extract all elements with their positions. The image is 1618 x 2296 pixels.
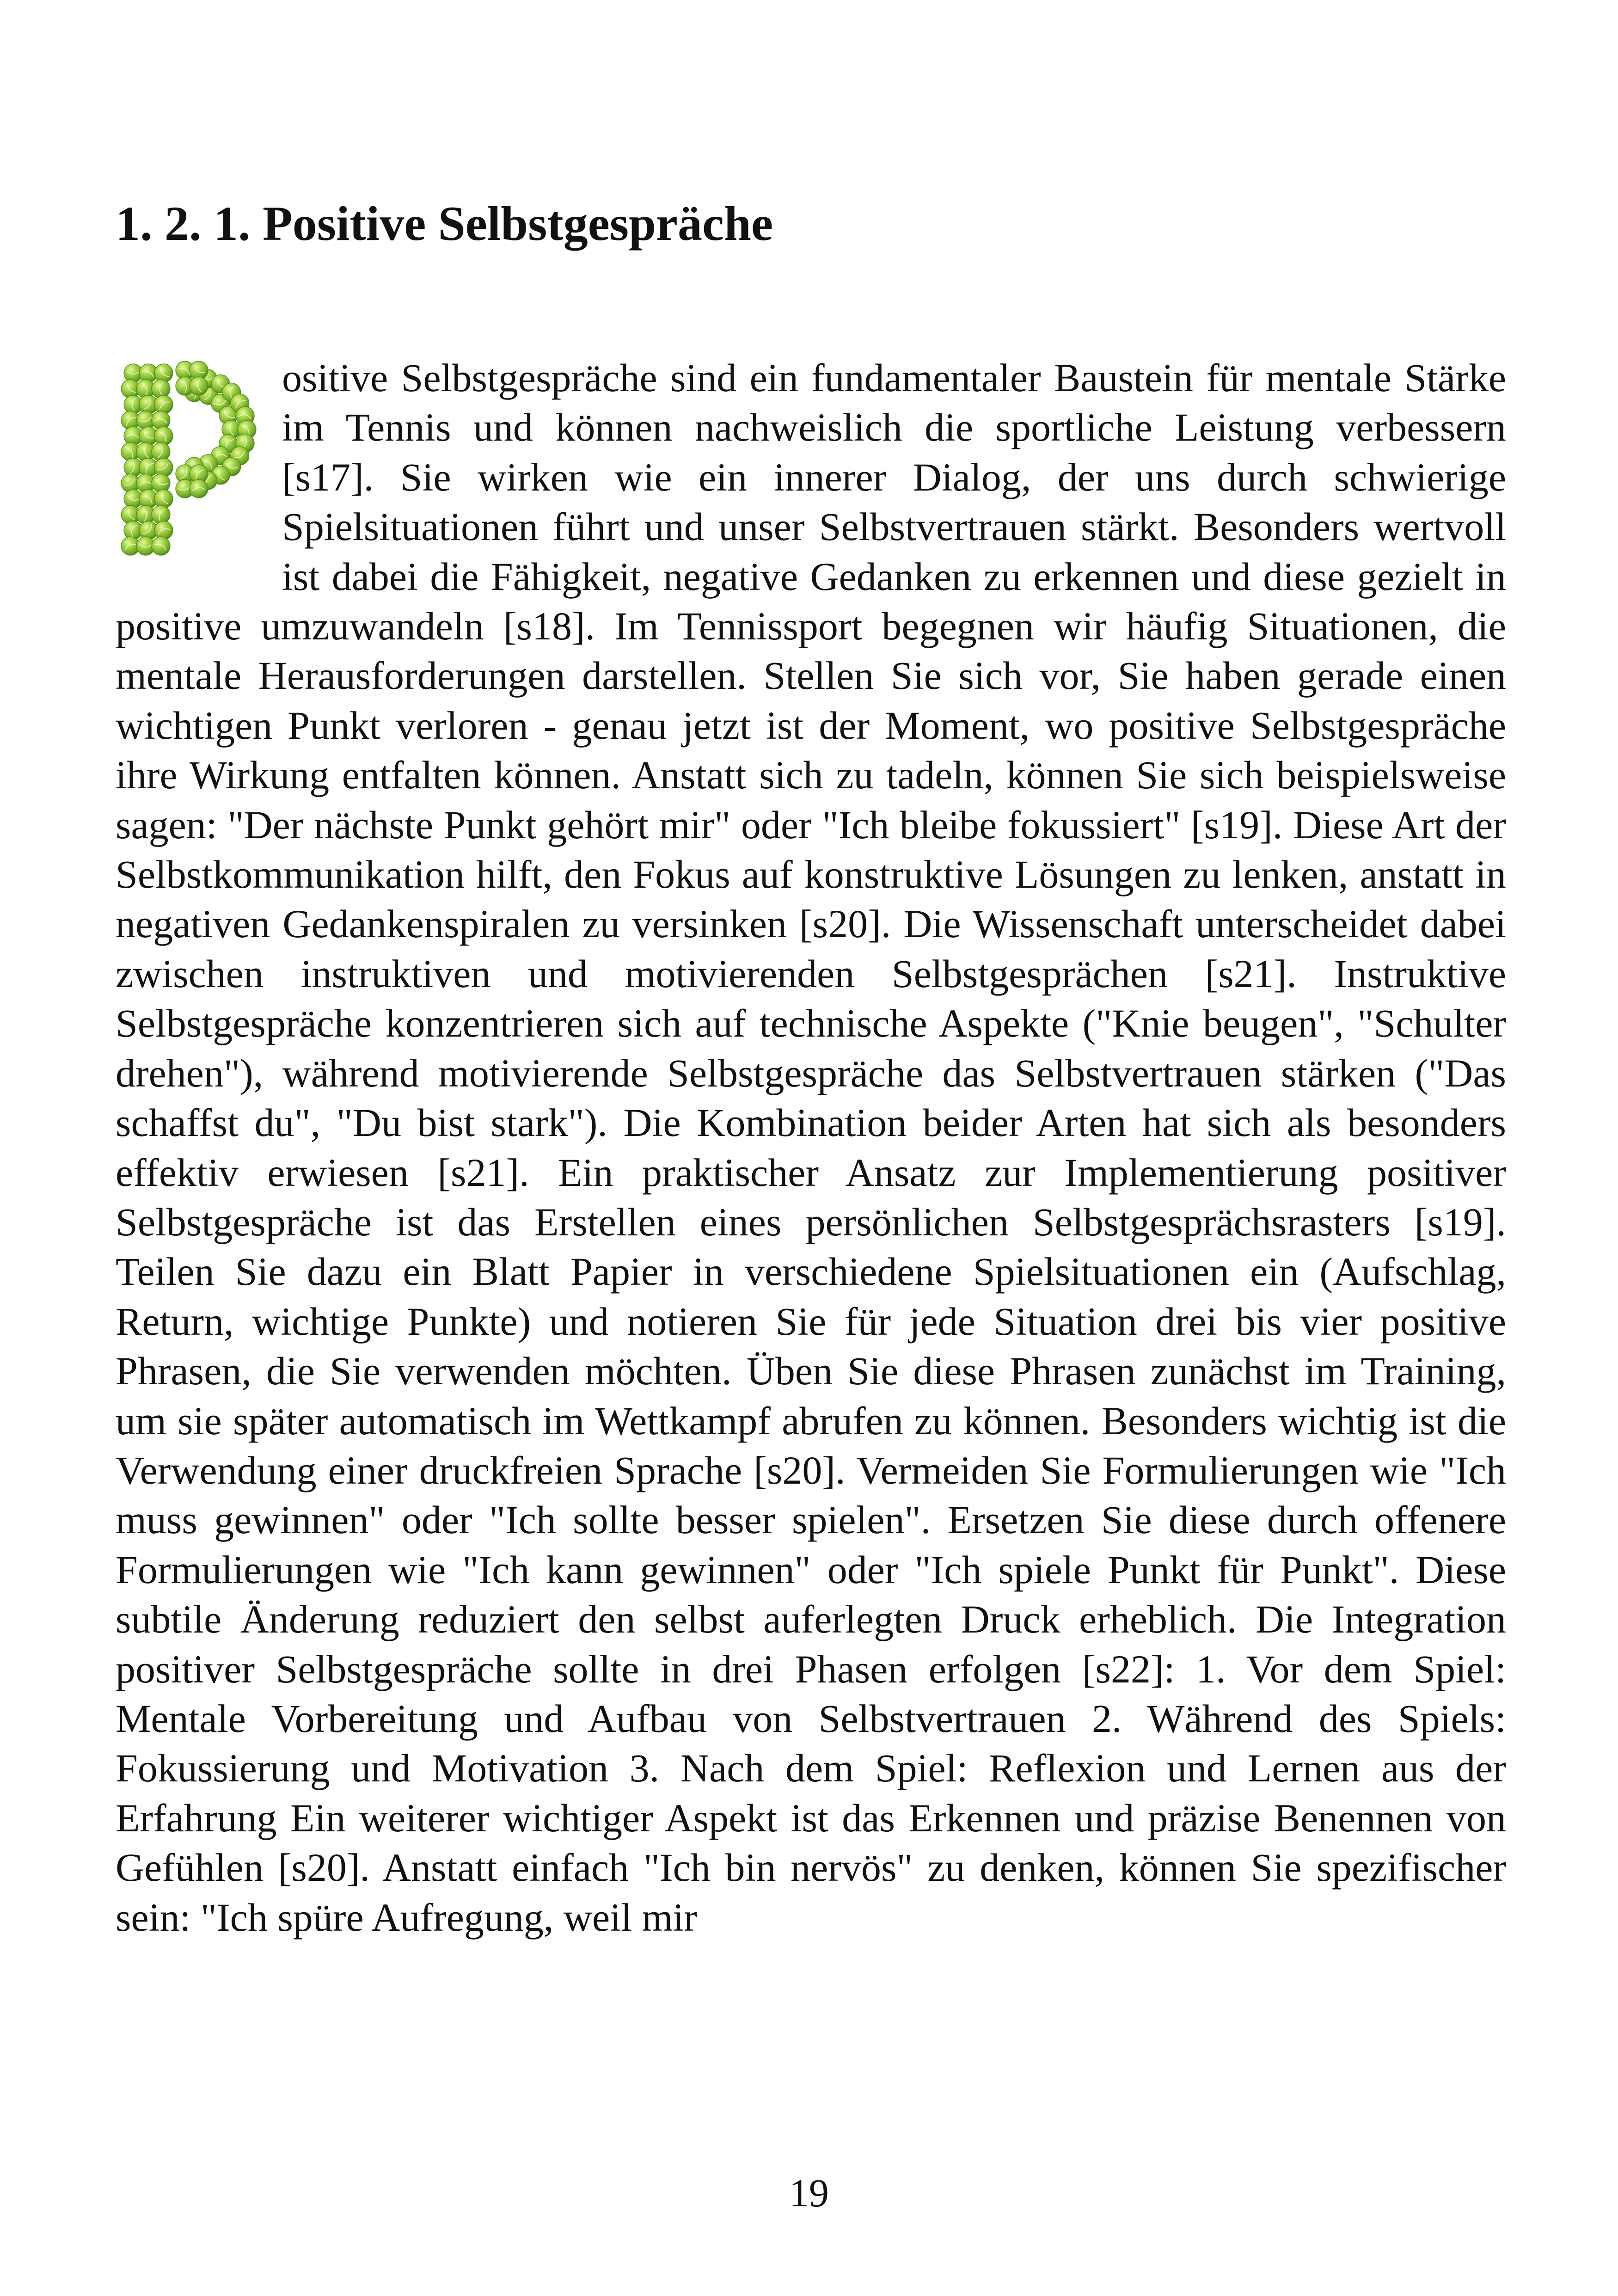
body-paragraph bbox=[116, 353, 1506, 1942]
tennis-ball-letter-p-icon bbox=[116, 360, 276, 559]
page-number: 19 bbox=[789, 2171, 829, 2215]
section-heading: 1. 2. 1. Positive Selbstgespräche bbox=[116, 196, 773, 251]
paragraph-text: ositive Selbstgespräche sind ein fundamentaler Baustein für mentale Stärke im Tennis und können nachweislich die sportliche Leistung verbessern [s17]. Sie wirken wie ein innerer Dialog, der uns durch schwierige Spielsituationen führt und unser Selbstvertrauen stärkt. Besonders wertvoll ist dabei die Fähigkeit, negative Gedanken zu erkennen und diese gezielt in positive umzuwandeln [s18]. Im Tennissport begegnen wir häufig Situationen, die mentale Herausforderungen darstellen. Stellen Sie sich vor, Sie haben gerade einen wichtigen Punkt verloren - genau jetzt ist der Moment, wo positive Selbstgespräche ihre Wirkung entfalten können. Anstatt sich zu tadeln, können Sie sich beispielsweise sagen: "Der nächste Punkt gehört mir" oder "Ich bleibe fokussiert" [s19]. Diese Art der Selbstkommunikation hilft, den Fokus auf konstruktive Lösungen zu lenken, anstatt in negativen Gedankenspiralen zu versinken [s20]. Die Wissenschaft unterscheidet dabei zwischen instruktiven und motivierenden Selbstgesprächen [s21]. Instruktive Selbstgespräche konzentrieren sich auf technische Aspekte ("Knie beugen", "Schulter drehen"), während motivierende Selbstgespräche das Selbstvertrauen stärken ("Das schaffst du", "Du bist stark"). Die Kombination beider Arten hat sich als besonders effektiv erwiesen [s21]. Ein praktischer Ansatz zur Implementierung positiver Selbstgespräche ist das Erstellen eines persönlichen Selbstgesprächsrasters [s19]. Teilen Sie dazu ein Blatt Papier in verschiedene Spielsituationen ein (Aufschlag, Return, wichtige Punkte) und notieren Sie für jede Situation drei bis vier positive Phrasen, die Sie verwenden möchten. Üben Sie diese Phrasen zunächst im Training, um sie später automatisch im Wettkampf abrufen zu können. Besonders wichtig ist die Verwendung einer druckfreien Sprache [s20]. Vermeiden Sie Formulierungen wie "Ich muss gewinnen" oder "Ich sollte besser spielen". Ersetzen Sie diese durch offenere Formulierungen wie "Ich kann gewinnen" oder "Ich spiele Punkt für Punkt". Diese subtile Änderung reduziert den selbst auferlegten Druck erheblich. Die Integration positiver Selbstgespräche sollte in drei Phasen erfolgen [s22]: 1. Vor dem Spiel: Mentale Vorbereitung und Aufbau von Selbstvertrauen 2. Während des Spiels: Fokussierung und Motivation 3. Nach dem Spiel: Reflexion und Lernen aus der Erfahrung Ein weiterer wichtiger Aspekt ist das Erkennen und präzise Benennen von Gefühlen [s20]. Anstatt einfach "Ich bin nervös" zu denken, können Sie spezifischer sein: "Ich spüre Aufregung, weil mir bbox=[116, 356, 1506, 1940]
